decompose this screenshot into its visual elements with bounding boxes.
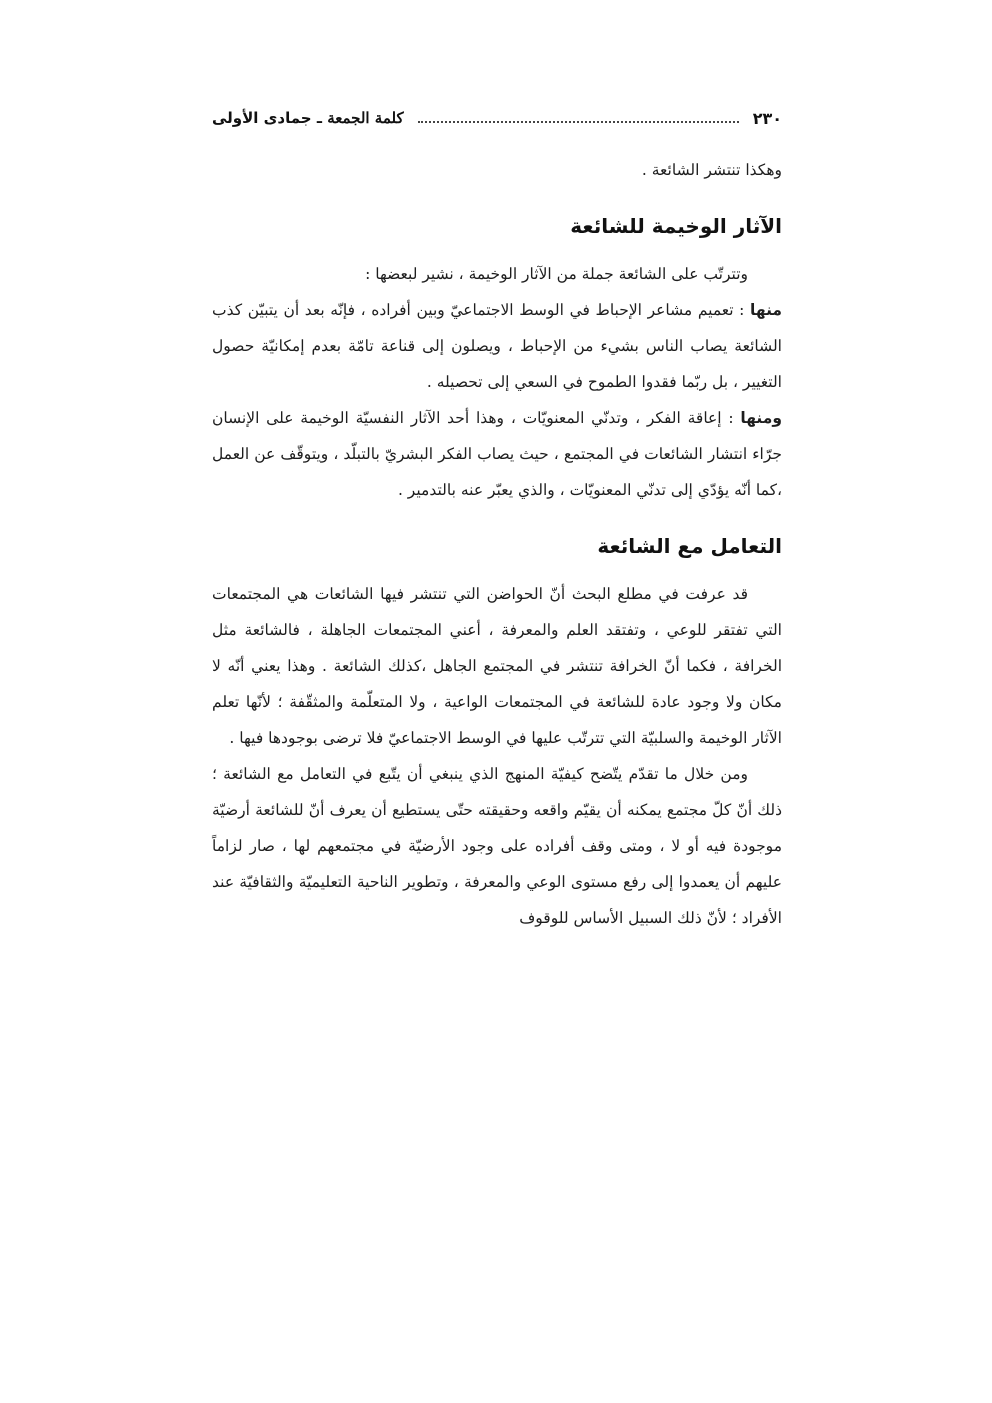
effect-item-2-lead: ومنها <box>740 409 782 427</box>
issue-name: جمادى الأولى <box>212 109 312 127</box>
running-title <box>212 109 404 127</box>
journal-name: كلمة الجمعة <box>327 109 404 127</box>
effect-item-2 <box>212 400 782 508</box>
effect-item-1 <box>212 292 782 400</box>
dotted-leader <box>418 121 739 123</box>
dealing-paragraph-2: ومن خلال ما تقدّم يتّضح كيفيّة المنهج الذي ينبغي أن يتّبع في التعامل مع الشائعة ؛ ذلك أنّ كلّ مجتمع يمكنه أن يقيّم واقعه وحقيقته حتّى يستطيع أن يعرف أنّ للشائعة أرضيّة موجودة فيه أو لا ، ومتى وقف أفراده على وجود الأرضيّة في مجتمعهم لها ، صار لزاماً عليهم أن يعمدوا إلى رفع مستوى الوعي والمعرفة ، وتطوير الناحية التعليميّة والثقافيّة عند الأفراد ؛ لأنّ ذلك السبيل الأساس للوقوف <box>212 765 782 927</box>
dealing-paragraph-1: قد عرفت في مطلع البحث أنّ الحواضن التي تنتشر فيها الشائعات هي المجتمعات التي تفتقر للوعي ، وتفتقد العلم والمعرفة ، أعني المجتمعات الجاهلة ، فالشائعة مثل الخرافة ، فكما أنّ الخرافة تنتشر في المجتمع الجاهل ،كذلك الشائعة . وهذا يعني أنّه لا مكان ولا وجود عادة للشائعة في المجتمعات الواعية ، ولا المتعلّمة والمثقّفة ؛ لأنّها تعلم الآثار الوخيمة والسلبيّة التي تترتّب عليها في الوسط الاجتماعيّ فلا ترضى بوجودها فيها . <box>212 585 782 747</box>
page-number: ٢٣٠ <box>752 108 782 128</box>
effect-item-1-text: : تعميم مشاعر الإحباط في الوسط الاجتماعيّ وبين أفراده ، فإنّه بعد أن يتبيّن كذب الشائعة يصاب الناس بشيء من الإحباط ، ويصلون إلى قناعة تامّة بعدم إمكانيّة حصول التغيير ، بل ربّما فقدوا الطموح في السعي إلى تحصيله . <box>212 301 782 391</box>
page-body <box>212 152 782 936</box>
effects-intro-paragraph: وتترتّب على الشائعة جملة من الآثار الوخيمة ، نشير لبعضها : <box>365 265 748 283</box>
intro-line: وهكذا تنتشر الشائعة . <box>641 161 782 179</box>
section-heading-dealing: التعامل مع الشائعة <box>597 534 782 558</box>
effect-item-2-text: : إعاقة الفكر ، وتدنّي المعنويّات ، وهذا أحد الآثار النفسيّة الوخيمة على الإنسان جرّاء انتشار الشائعات في المجتمع ، حيث يصاب الفكر البشريّ بالتبلّد ، ويتوقّف عن العمل ،كما أنّه يؤدّي إلى تدنّي المعنويّات ، والذي يعبّر عنه بالتدمير . <box>212 409 782 499</box>
title-separator: ـ <box>311 109 328 127</box>
section-heading-effects: الآثار الوخيمة للشائعة <box>570 214 782 238</box>
running-header <box>212 100 782 136</box>
effect-item-1-lead: منها <box>750 301 782 319</box>
